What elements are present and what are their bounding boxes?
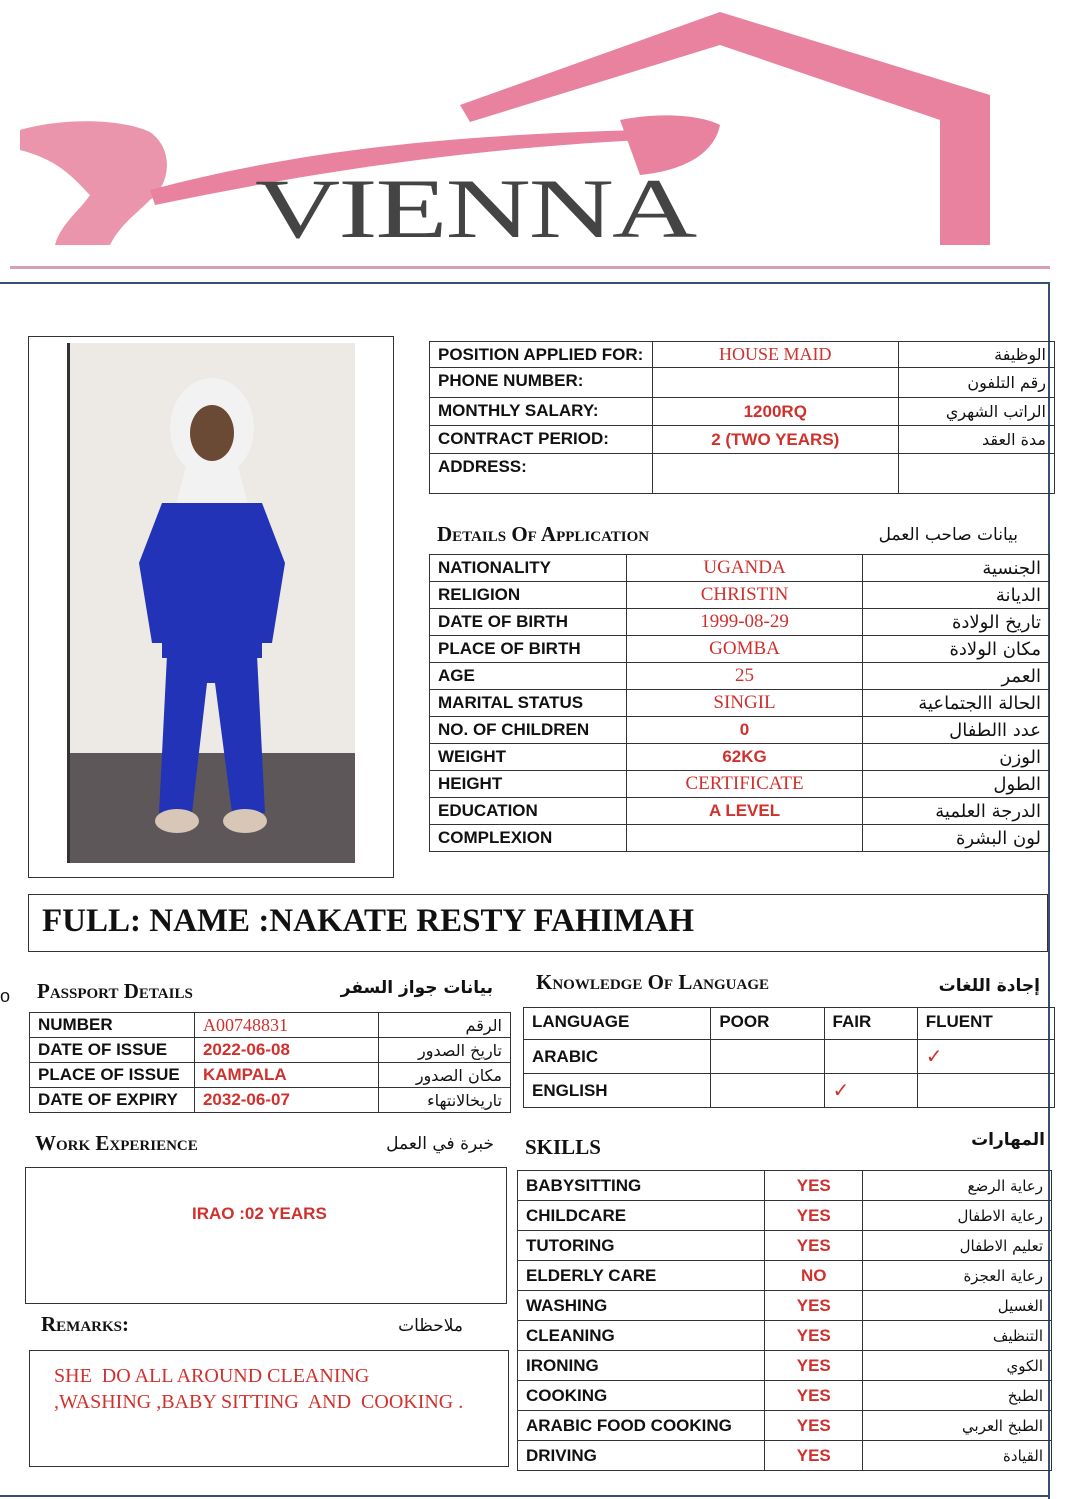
row-label-ar: رقم التلفون	[898, 368, 1054, 398]
row-label: ADDRESS:	[430, 454, 653, 494]
details-title-ar: بيانات صاحب العمل	[878, 525, 1018, 545]
row-label-ar: الحالة االجتماعية	[863, 690, 1050, 717]
table-row	[518, 1171, 1052, 1201]
remarks-line-2: ,WASHING ,BABY SITTING AND COOKING .	[54, 1391, 464, 1413]
full-name: FULL: NAME :NAKATE RESTY FAHIMAH	[42, 903, 695, 939]
table-row	[430, 744, 1050, 771]
row-label: PLACE OF BIRTH	[430, 636, 627, 663]
skill-value: YES	[765, 1351, 863, 1381]
row-value: GOMBA	[626, 636, 862, 663]
row-label: NUMBER	[30, 1013, 195, 1038]
skill-name-ar: الغسيل	[863, 1291, 1052, 1321]
details-table	[429, 554, 1050, 852]
table-row	[30, 1013, 511, 1038]
row-label-ar: الدرجة العلمية	[863, 798, 1050, 825]
skill-value: YES	[765, 1321, 863, 1351]
table-row	[430, 426, 1055, 454]
row-label: CONTRACT PERIOD:	[430, 426, 653, 454]
row-label: HEIGHT	[430, 771, 627, 798]
table-row	[430, 582, 1050, 609]
row-label-ar: الطول	[863, 771, 1050, 798]
row-label-ar: تاريخ الولادة	[863, 609, 1050, 636]
row-label: WEIGHT	[430, 744, 627, 771]
row-label-ar: الوزن	[863, 744, 1050, 771]
row-label: MONTHLY SALARY:	[430, 398, 653, 426]
work-box	[25, 1167, 507, 1304]
row-value: UGANDA	[626, 555, 862, 582]
table-row	[430, 825, 1050, 852]
skills-title-ar: المهارات	[971, 1130, 1045, 1150]
row-value: A LEVEL	[626, 798, 862, 825]
stray-mark: o	[0, 986, 11, 1006]
header-logo	[0, 0, 1080, 282]
work-title-ar: خبرة في العمل	[386, 1134, 494, 1154]
skill-name: COOKING	[518, 1381, 765, 1411]
skill-name-ar: التنظيف	[863, 1321, 1052, 1351]
table-row	[518, 1411, 1052, 1441]
position-table	[429, 341, 1055, 494]
full-name-box	[28, 894, 1048, 952]
language-name: ARABIC	[524, 1040, 711, 1074]
remarks-line-1: SHE DO ALL AROUND CLEANING	[54, 1365, 370, 1387]
table-row	[430, 454, 1055, 494]
row-value: 1999-08-29	[626, 609, 862, 636]
language-name: ENGLISH	[524, 1074, 711, 1108]
passport-title-ar: بيانات جواز السفر	[340, 978, 493, 998]
skill-name-ar: تعليم الاطفال	[863, 1231, 1052, 1261]
row-label: AGE	[430, 663, 627, 690]
skill-name: DRIVING	[518, 1441, 765, 1471]
fair-mark	[824, 1040, 917, 1074]
row-value: 2022-06-08	[194, 1038, 378, 1063]
skill-value: NO	[765, 1261, 863, 1291]
row-label: NATIONALITY	[430, 555, 627, 582]
row-label-ar: الرقم	[378, 1013, 510, 1038]
skills-table	[517, 1170, 1052, 1471]
table-row	[430, 342, 1055, 368]
row-label: DATE OF EXPIRY	[30, 1088, 195, 1113]
row-value	[652, 454, 898, 494]
skill-name-ar: رعاية الرضع	[863, 1171, 1052, 1201]
row-label: MARITAL STATUS	[430, 690, 627, 717]
skill-name-ar: رعاية الاطفال	[863, 1201, 1052, 1231]
table-row	[430, 368, 1055, 398]
table-row	[430, 690, 1050, 717]
work-title: Work Experience	[35, 1131, 198, 1155]
table-row	[430, 398, 1055, 426]
language-table	[523, 1007, 1055, 1108]
row-label-ar: لون البشرة	[863, 825, 1050, 852]
table-row	[30, 1063, 511, 1088]
skill-name: CHILDCARE	[518, 1201, 765, 1231]
skill-name: ELDERLY CARE	[518, 1261, 765, 1291]
skill-name: ARABIC FOOD COOKING	[518, 1411, 765, 1441]
candidate-photo	[67, 343, 355, 863]
row-value: A00748831	[194, 1013, 378, 1038]
row-label-ar: مدة العقد	[898, 426, 1054, 454]
row-label-ar: عدد االطفال	[863, 717, 1050, 744]
poor-mark	[711, 1074, 824, 1108]
skill-value: YES	[765, 1231, 863, 1261]
row-label: PLACE OF ISSUE	[30, 1063, 195, 1088]
photo-frame	[28, 336, 394, 878]
table-row	[430, 636, 1050, 663]
row-label-ar: الجنسية	[863, 555, 1050, 582]
language-title-ar: إجادة اللغات	[938, 976, 1040, 996]
table-row	[524, 1074, 1055, 1108]
skill-name-ar: القيادة	[863, 1441, 1052, 1471]
fluent-mark	[917, 1074, 1054, 1108]
row-value: CERTIFICATE	[626, 771, 862, 798]
frame-bottom-line	[0, 1495, 1050, 1497]
brand-name: VIENNA	[255, 161, 696, 256]
skill-name-ar: الكوي	[863, 1351, 1052, 1381]
skill-value: YES	[765, 1201, 863, 1231]
table-row	[30, 1038, 511, 1063]
skill-value: YES	[765, 1441, 863, 1471]
table-row	[430, 798, 1050, 825]
table-row	[518, 1381, 1052, 1411]
table-row	[430, 717, 1050, 744]
row-label: DATE OF ISSUE	[30, 1038, 195, 1063]
row-label-ar: العمر	[863, 663, 1050, 690]
row-label-ar	[898, 454, 1054, 494]
skills-title: SKILLS	[525, 1135, 601, 1159]
column-header: LANGUAGE	[524, 1008, 711, 1040]
table-row	[518, 1441, 1052, 1471]
row-value: SINGIL	[626, 690, 862, 717]
row-label-ar: الوظيفة	[898, 342, 1054, 368]
row-label: DATE OF BIRTH	[430, 609, 627, 636]
table-row	[524, 1040, 1055, 1074]
row-label: RELIGION	[430, 582, 627, 609]
row-label-ar: تاريخ الصدور	[378, 1038, 510, 1063]
skill-value: YES	[765, 1291, 863, 1321]
table-row	[430, 771, 1050, 798]
frame-top-line	[0, 282, 1050, 284]
row-value: KAMPALA	[194, 1063, 378, 1088]
table-row	[518, 1231, 1052, 1261]
table-row	[30, 1088, 511, 1113]
row-value: HOUSE MAID	[652, 342, 898, 368]
column-header: FLUENT	[917, 1008, 1054, 1040]
column-header: FAIR	[824, 1008, 917, 1040]
poor-mark	[711, 1040, 824, 1074]
skill-value: YES	[765, 1171, 863, 1201]
remarks-title: Remarks:	[41, 1312, 129, 1336]
details-title: Details Of Application	[437, 522, 650, 546]
fair-mark: ✓	[824, 1074, 917, 1108]
row-value: 2 (TWO YEARS)	[652, 426, 898, 454]
table-row	[430, 663, 1050, 690]
table-row	[430, 555, 1050, 582]
row-value: 1200RQ	[652, 398, 898, 426]
row-value: 2032-06-07	[194, 1088, 378, 1113]
row-label: PHONE NUMBER:	[430, 368, 653, 398]
table-row	[518, 1201, 1052, 1231]
skill-value: YES	[765, 1411, 863, 1441]
row-label-ar: مكان الولادة	[863, 636, 1050, 663]
skill-name: IRONING	[518, 1351, 765, 1381]
skill-name: WASHING	[518, 1291, 765, 1321]
row-label: NO. OF CHILDREN	[430, 717, 627, 744]
row-value: 0	[626, 717, 862, 744]
skill-value: YES	[765, 1381, 863, 1411]
row-label: EDUCATION	[430, 798, 627, 825]
work-text: IRAO :02 YEARS	[192, 1204, 327, 1223]
skill-name: CLEANING	[518, 1321, 765, 1351]
skill-name-ar: الطبخ العربي	[863, 1411, 1052, 1441]
row-value: 25	[626, 663, 862, 690]
row-value	[652, 368, 898, 398]
row-label-ar: الديانة	[863, 582, 1050, 609]
remarks-title-ar: ملاحظات	[398, 1316, 463, 1336]
language-title: Knowledge Of Language	[536, 970, 770, 994]
table-row	[518, 1291, 1052, 1321]
table-row	[430, 609, 1050, 636]
passport-table	[29, 1012, 511, 1113]
skill-name-ar: رعاية العجزة	[863, 1261, 1052, 1291]
table-row	[518, 1261, 1052, 1291]
passport-title: Passport Details	[37, 979, 193, 1003]
column-header: POOR	[711, 1008, 824, 1040]
row-label-ar: الراتب الشهري	[898, 398, 1054, 426]
table-row	[518, 1351, 1052, 1381]
skill-name-ar: الطبخ	[863, 1381, 1052, 1411]
skill-name: TUTORING	[518, 1231, 765, 1261]
skill-name: BABYSITTING	[518, 1171, 765, 1201]
remarks-box	[29, 1350, 509, 1467]
row-label-ar: مكان الصدور	[378, 1063, 510, 1088]
row-label: COMPLEXION	[430, 825, 627, 852]
fluent-mark: ✓	[917, 1040, 1054, 1074]
row-value: CHRISTIN	[626, 582, 862, 609]
row-label-ar: تاريخالانتهاء	[378, 1088, 510, 1113]
row-value	[626, 825, 862, 852]
table-header-row	[524, 1008, 1055, 1040]
row-value: 62KG	[626, 744, 862, 771]
row-label: POSITION APPLIED FOR:	[430, 342, 653, 368]
table-row	[518, 1321, 1052, 1351]
